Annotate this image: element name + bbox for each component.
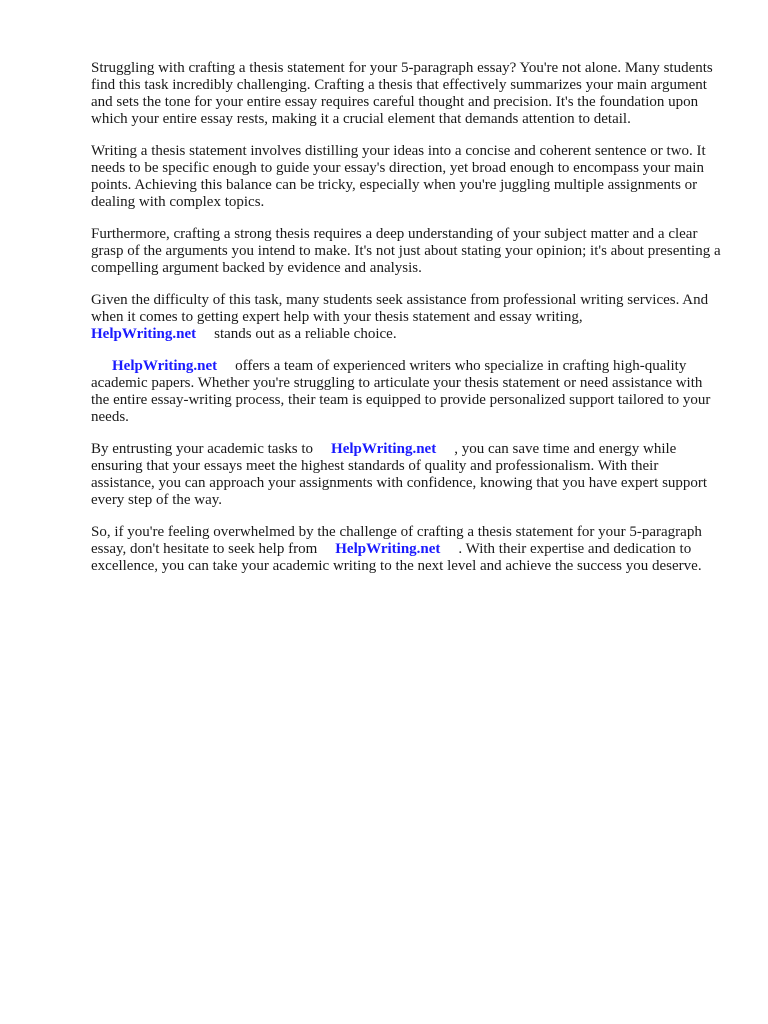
document-page — [91, 60, 723, 590]
paragraph-entrusting — [91, 441, 723, 509]
paragraph-assistance — [91, 292, 723, 343]
paragraph-conclusion-text-after: . With their expertise and dedication to excellence, you can take your academic writing to the next level and achieve the success you deserve. — [91, 541, 702, 574]
paragraph-team — [91, 358, 723, 426]
paragraph-conclusion — [91, 524, 723, 575]
paragraph-assistance-text-before: Given the difficulty of this task, many students seek assistance from professional writing services. And when it comes to getting expert help with your thesis statement and essay writing, — [91, 292, 709, 325]
helpwriting-link[interactable]: HelpWriting.net — [112, 358, 218, 374]
paragraph-intro-text: Struggling with crafting a thesis statement for your 5-paragraph essay? You're not alone. Many students find this task incredibly challenging. Crafting a thesis that effectively summarizes your main argument and sets the tone for your entire essay requires careful thought and precision. It's the foundation upon which your entire essay rests, making it a crucial element that demands attention to detail. — [91, 60, 713, 127]
helpwriting-link[interactable]: HelpWriting.net — [335, 541, 441, 557]
paragraph-intro — [91, 60, 723, 128]
paragraph-thesis-definition-text: Writing a thesis statement involves distilling your ideas into a concise and coherent sentence or two. It needs to be specific enough to guide your essay's direction, yet broad enough to encompass your main points. Achieving this balance can be tricky, especially when you're juggling multiple assignments or dealing with complex topics. — [91, 143, 706, 210]
paragraph-team-text: offers a team of experienced writers who specialize in crafting high-quality academic papers. Whether you're struggling to articulate your thesis statement or need assistance with the entire essay-writing process, their team is equipped to provide personalized support tailored to your needs. — [91, 358, 711, 425]
paragraph-thesis-definition — [91, 143, 723, 211]
paragraph-entrusting-text-after: , you can save time and energy while ensuring that your essays meet the highest standards of quality and professionalism. With their assistance, you can approach your assignments with confidence, knowing that you have expert support every step of the way. — [91, 441, 708, 508]
paragraph-entrusting-text-before: By entrusting your academic tasks to — [91, 441, 314, 457]
paragraph-understanding — [91, 226, 723, 277]
paragraph-conclusion-text-before: So, if you're feeling overwhelmed by the challenge of crafting a thesis statement for your 5-paragraph essay, don't hesitate to seek help from — [91, 524, 702, 557]
helpwriting-link[interactable]: HelpWriting.net — [331, 441, 437, 457]
helpwriting-link[interactable]: HelpWriting.net — [91, 326, 197, 342]
paragraph-assistance-text-after: stands out as a reliable choice. — [214, 326, 397, 342]
paragraph-understanding-text: Furthermore, crafting a strong thesis requires a deep understanding of your subject matter and a clear grasp of the arguments you intend to make. It's not just about stating your opinion; it's about presenting a compelling argument backed by evidence and analysis. — [91, 226, 721, 276]
